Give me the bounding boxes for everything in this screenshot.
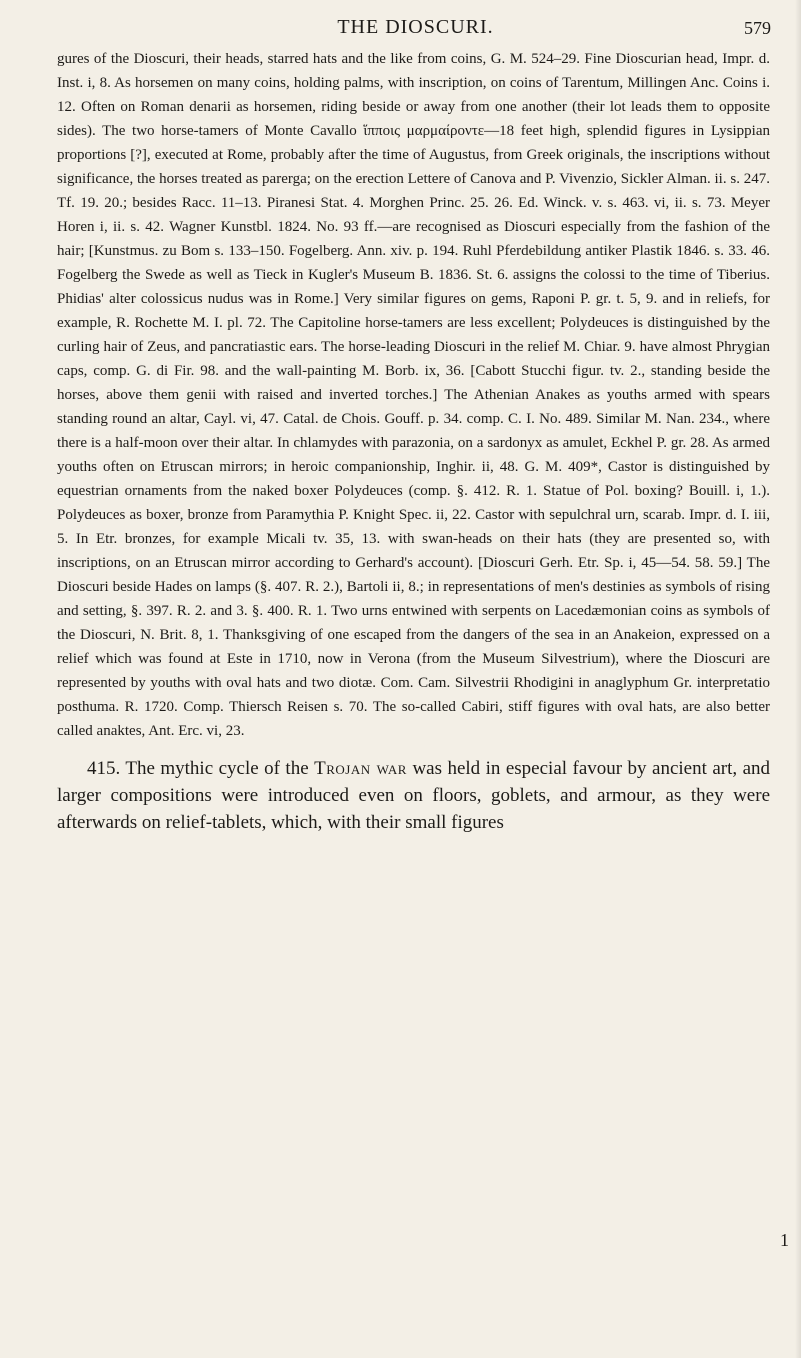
- page-number: 579: [744, 18, 771, 38]
- margin-note-number: 1: [780, 1230, 789, 1250]
- section-text-before: The mythic cycle of the: [125, 758, 309, 779]
- section-415-paragraph: [57, 755, 770, 836]
- page-header: [60, 12, 771, 46]
- notes-paragraph: gures of the Dioscuri, their heads, starred hats and the like from coins, G. M. 524–29. Fine Dioscurian head, Impr. d. Inst. i, 8. As horsemen on many coins, holding palms, with inscription, on coins of Tarentum, Millingen Anc. Coins i. 12. Often on Roman denarii as horsemen, riding beside or away from one another (their lot leads them to opposite sides). The two horse-tamers of Monte Cavallo ἵπποις μαρμαίροντε—18 feet high, splendid figures in Lysippian proportions [?], executed at Rome, probably after the time of Augustus, from Greek originals, the inscriptions without significance, the horses treated as parerga; on the erection Lettere of Canova and P. Vivenzio, Sickler Alman. ii. s. 247. Tf. 19. 20.; besides Racc. 11–13. Piranesi Stat. 4. Morghen Princ. 25. 26. Ed. Winck. v. s. 463. vi, ii. s. 73. Meyer Horen i, ii. s. 42. Wagner Kunstbl. 1824. No. 93 ff.—are recognised as Dioscuri especially from the fashion of the hair; [Kunstmus. zu Bom s. 133–150. Fogelberg. Ann. xiv. p. 194. Ruhl Pferdebildung antiker Plastik 1846. s. 33. 46. Fogelberg the Swede as well as Tieck in Kugler's Museum B. 1836. St. 6. assigns the colossi to the time of Tiberius. Phidias' alter colossicus nudus was in Rome.] Very similar figures on gems, Raponi P. gr. t. 5, 9. and in reliefs, for example, R. Rochette M. I. pl. 72. The Capitoline horse-tamers are less excellent; Polydeuces is distinguished by the curling hair of Zeus, and pancratiastic ears. The horse-leading Dioscuri in the relief M. Chiar. 9. have almost Phrygian caps, comp. G. di Fir. 98. and the wall-painting M. Borb. ix, 36. [Cabott Stucchi figur. tv. 2., standing beside the horses, above them genii with raised and inverted torches.] The Athenian Anakes as youths armed with spears standing round an altar, Cayl. vi, 47. Catal. de Chois. Gouff. p. 34. comp. C. I. No. 489. Similar M. Nan. 234., where there is a half-moon over their altar. In chlamydes with parazonia, on a sardonyx as amulet, Eckhel P. gr. 28. As armed youths often on Etruscan mirrors; in heroic companionship, Inghir. ii, 48. G. M. 409*, Castor is distinguished by equestrian ornaments from the naked boxer Polydeuces (comp. §. 412. R. 1. Statue of Pol. boxing? Bouill. i, 1.). Polydeuces as boxer, bronze from Paramythia P. Knight Spec. ii, 22. Castor with sepulchral urn, scarab. Impr. d. I. iii, 5. In Etr. bronzes, for example Micali tv. 35, 13. with swan-heads on their hats (they are presented so, with inscriptions, on an Etruscan mirror according to Gerhard's account). [Dioscuri Gerh. Etr. Sp. i, 45—54. 58. 59.] The Dioscuri beside Hades on lamps (§. 407. R. 2.), Bartoli ii, 8.; in representations of men's destinies as symbols of rising and setting, §. 397. R. 2. and 3. §. 400. R. 1. Two urns entwined with serpents on Lacedæmonian coins as symbols of the Dioscuri, N. Brit. 8, 1. Thanksgiving of one escaped from the dangers of the sea in an Anakeion, expressed on a relief which was found at Este in 1710, now in Verona (from the Museum Silvestrium), where the Dioscuri are represented by youths with oval hats and two diotæ. Com. Cam. Silvestrii Rhodigini in anaglyphum Gr. interpretatio posthuma. R. 1720. Comp. Thiersch Reisen s. 70. The so-called Cabiri, stiff figures with oval hats, are also better called anaktes, Ant. Erc. vi, 23.: [57, 51, 770, 739]
- section-text-after: was held in especial favour by ancient art, and larger compositions were introduced even on floors, goblets, and armour, as they were afterwards on relief-tablets, which, with their small figures: [57, 758, 771, 833]
- page-edge-shadow: [795, 0, 801, 1358]
- running-title: THE DIOSCURI.: [337, 16, 494, 38]
- text-block: [57, 47, 770, 836]
- section-number: 415.: [87, 758, 121, 779]
- section-topic-small-caps: Trojan war: [314, 758, 407, 779]
